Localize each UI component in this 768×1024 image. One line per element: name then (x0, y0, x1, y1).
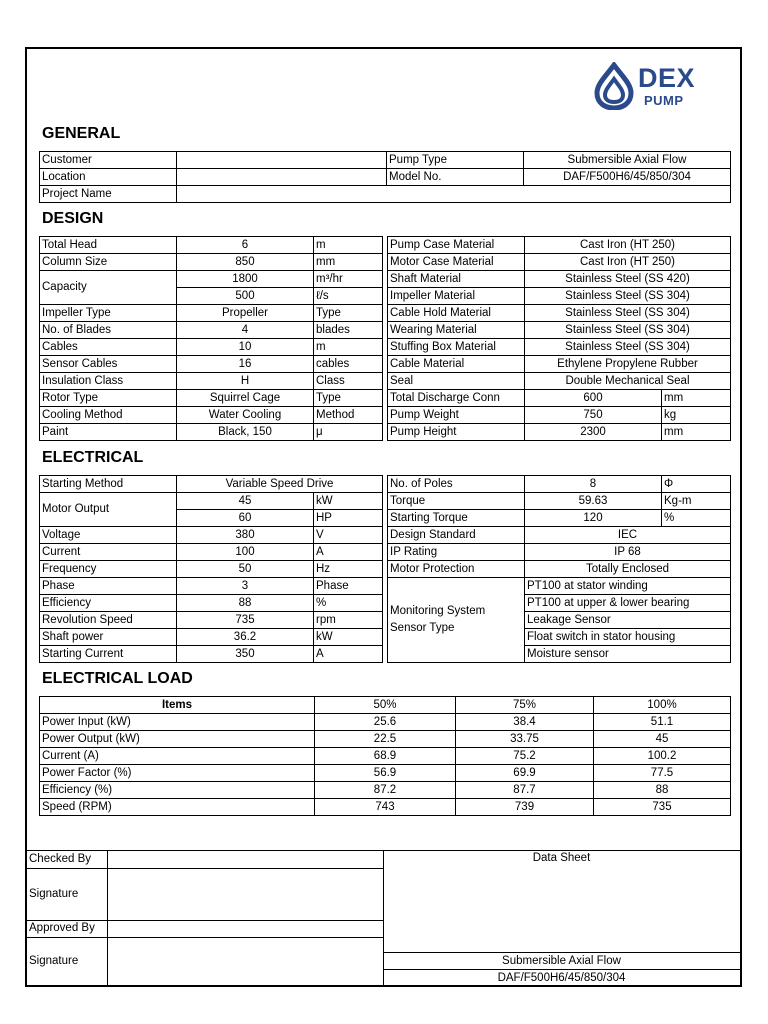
signature-field-2[interactable] (107, 937, 383, 986)
design-value: Black, 150 (177, 424, 314, 441)
design-label: Motor Case Material (388, 254, 525, 271)
load-header: 50% (315, 697, 456, 714)
table-row (388, 510, 731, 527)
design-label: Cooling Method (40, 407, 177, 424)
design-label: Shaft Material (388, 271, 525, 288)
design-label: Cable Material (388, 356, 525, 373)
design-label: Wearing Material (388, 322, 525, 339)
load-value: 735 (594, 799, 731, 816)
electrical-right-table (387, 475, 731, 663)
elec-value: 60 (177, 510, 314, 527)
location-label: Location (40, 169, 177, 186)
design-title: DESIGN (42, 210, 104, 227)
elec-value: 59.63 (525, 493, 662, 510)
design-value: Cast Iron (HT 250) (525, 237, 731, 254)
customer-value (177, 152, 387, 169)
electrical-load-table (39, 696, 731, 816)
table-row (40, 373, 383, 390)
design-value: 6 (177, 237, 314, 254)
checked-by-field[interactable] (107, 851, 383, 868)
design-unit: ℓ/s (314, 288, 383, 305)
table-row (40, 390, 383, 407)
design-value: Stainless Steel (SS 304) (525, 322, 731, 339)
table-row (40, 748, 731, 765)
model-label: Model No. (387, 169, 524, 186)
elec-unit: rpm (314, 612, 383, 629)
customer-label: Customer (40, 152, 177, 169)
design-value: 1800 (177, 271, 314, 288)
table-row (388, 237, 731, 254)
design-value: H (177, 373, 314, 390)
design-unit: m (314, 339, 383, 356)
design-label: Insulation Class (40, 373, 177, 390)
elec-value: 380 (177, 527, 314, 544)
table-row (40, 714, 731, 731)
signature-label: Signature (27, 868, 107, 920)
load-value: 77.5 (594, 765, 731, 782)
load-value: 45 (594, 731, 731, 748)
load-value: 56.9 (315, 765, 456, 782)
elec-label: Efficiency (40, 595, 177, 612)
design-value: 4 (177, 322, 314, 339)
table-row (388, 373, 731, 390)
load-header: Items (40, 697, 315, 714)
elec-unit: A (314, 544, 383, 561)
table-row (40, 356, 383, 373)
load-value: 22.5 (315, 731, 456, 748)
elec-unit: % (662, 510, 731, 527)
table-row (388, 407, 731, 424)
load-value: 33.75 (456, 731, 594, 748)
elec-value: 3 (177, 578, 314, 595)
table-row (388, 527, 731, 544)
approved-by-field[interactable] (107, 920, 383, 937)
logo-brand-text: DEX (638, 63, 696, 93)
design-value: Squirrel Cage (177, 390, 314, 407)
model-value: DAF/F500H6/45/850/304 (524, 169, 731, 186)
design-unit: mm (662, 390, 731, 407)
elec-unit: A (314, 646, 383, 663)
drop-logo-icon (592, 62, 636, 110)
design-unit: Type (314, 305, 383, 322)
load-value: 88 (594, 782, 731, 799)
table-row (388, 390, 731, 407)
table-row (388, 339, 731, 356)
load-item: Power Factor (%) (40, 765, 315, 782)
data-sheet-title: Data Sheet (532, 852, 591, 864)
load-value: 69.9 (456, 765, 594, 782)
design-label: Stuffing Box Material (388, 339, 525, 356)
elec-label: Starting Method (40, 476, 177, 493)
load-item: Power Input (kW) (40, 714, 315, 731)
elec-value: 36.2 (177, 629, 314, 646)
load-value: 38.4 (456, 714, 594, 731)
elec-unit: V (314, 527, 383, 544)
table-row (40, 799, 731, 816)
elec-value: 45 (177, 493, 314, 510)
design-label: Pump Weight (388, 407, 525, 424)
table-row (40, 765, 731, 782)
table-row (40, 476, 383, 493)
approved-by-label: Approved By (27, 920, 107, 937)
table-row (40, 407, 383, 424)
general-table (39, 151, 731, 203)
design-value: Stainless Steel (SS 304) (525, 305, 731, 322)
monitoring-system-label (388, 578, 525, 663)
table-row (40, 237, 383, 254)
elec-label: Revolution Speed (40, 612, 177, 629)
elec-label: Voltage (40, 527, 177, 544)
load-value: 87.7 (456, 782, 594, 799)
project-value (177, 186, 731, 203)
design-unit: cables (314, 356, 383, 373)
table-row (40, 527, 383, 544)
design-value: 500 (177, 288, 314, 305)
table-row (388, 493, 731, 510)
design-label: Cable Hold Material (388, 305, 525, 322)
elec-value: IEC (525, 527, 731, 544)
load-value: 739 (456, 799, 594, 816)
table-row (40, 544, 383, 561)
design-label: No. of Blades (40, 322, 177, 339)
pump-type-value: Submersible Axial Flow (524, 152, 731, 169)
load-header: 75% (456, 697, 594, 714)
elec-label: Motor Output (40, 493, 177, 527)
table-row (40, 322, 383, 339)
design-right-table (387, 236, 731, 441)
elec-unit: Phase (314, 578, 383, 595)
approval-footer (27, 850, 740, 985)
monitoring-label-line2: Sensor Type (390, 622, 455, 634)
data-sheet-product: Submersible Axial Flow (383, 952, 740, 969)
elec-label: Frequency (40, 561, 177, 578)
sensor-item: PT100 at upper & lower bearing (525, 595, 731, 612)
electrical-load-title: ELECTRICAL LOAD (42, 670, 193, 687)
table-row (388, 254, 731, 271)
elec-value: Totally Enclosed (525, 561, 731, 578)
design-label: Pump Case Material (388, 237, 525, 254)
table-row (388, 356, 731, 373)
load-value: 25.6 (315, 714, 456, 731)
design-unit: kg (662, 407, 731, 424)
design-value: Stainless Steel (SS 420) (525, 271, 731, 288)
design-label: Impeller Material (388, 288, 525, 305)
sensor-item: Float switch in stator housing (525, 629, 731, 646)
table-row (388, 561, 731, 578)
load-item: Speed (RPM) (40, 799, 315, 816)
design-label: Total Discharge Conn (388, 390, 525, 407)
table-row (40, 612, 383, 629)
dex-pump-logo (590, 62, 730, 112)
design-label: Sensor Cables (40, 356, 177, 373)
design-label: Impeller Type (40, 305, 177, 322)
load-value: 87.2 (315, 782, 456, 799)
design-unit: Method (314, 407, 383, 424)
sensor-item: PT100 at stator winding (525, 578, 731, 595)
design-unit: Class (314, 373, 383, 390)
design-label: Capacity (40, 271, 177, 305)
elec-value: 88 (177, 595, 314, 612)
signature-field[interactable] (107, 868, 383, 920)
load-header: 100% (594, 697, 731, 714)
elec-value: 8 (525, 476, 662, 493)
table-row (388, 305, 731, 322)
load-value: 75.2 (456, 748, 594, 765)
elec-label: Phase (40, 578, 177, 595)
table-row (40, 493, 383, 510)
elec-label: Shaft power (40, 629, 177, 646)
design-value: 10 (177, 339, 314, 356)
elec-value: 120 (525, 510, 662, 527)
table-row (388, 271, 731, 288)
design-unit: mm (314, 254, 383, 271)
table-row (40, 254, 383, 271)
design-label: Column Size (40, 254, 177, 271)
design-value: Stainless Steel (SS 304) (525, 288, 731, 305)
elec-value: 350 (177, 646, 314, 663)
table-row (388, 288, 731, 305)
elec-value: 100 (177, 544, 314, 561)
design-unit: μ (314, 424, 383, 441)
elec-value: 50 (177, 561, 314, 578)
load-item: Current (A) (40, 748, 315, 765)
design-value: 600 (525, 390, 662, 407)
design-left-table (39, 236, 383, 441)
elec-unit: kW (314, 629, 383, 646)
design-value: 850 (177, 254, 314, 271)
logo-sub-text: PUMP (644, 93, 684, 108)
sensor-item: Moisture sensor (525, 646, 731, 663)
design-unit: mm (662, 424, 731, 441)
design-label: Rotor Type (40, 390, 177, 407)
table-row (40, 339, 383, 356)
design-label: Paint (40, 424, 177, 441)
elec-value: 735 (177, 612, 314, 629)
table-row (388, 424, 731, 441)
load-item: Efficiency (%) (40, 782, 315, 799)
table-row (40, 561, 383, 578)
table-row (40, 731, 731, 748)
general-title: GENERAL (42, 125, 121, 142)
table-row (40, 629, 383, 646)
design-value: Stainless Steel (SS 304) (525, 339, 731, 356)
sensor-item: Leakage Sensor (525, 612, 731, 629)
design-label: Cables (40, 339, 177, 356)
project-label: Project Name (40, 186, 177, 203)
elec-label: Starting Torque (388, 510, 525, 527)
monitoring-label-line1: Monitoring System (390, 605, 486, 617)
elec-label: IP Rating (388, 544, 525, 561)
design-value: Propeller (177, 305, 314, 322)
data-sheet-model: DAF/F500H6/45/850/304 (383, 969, 740, 986)
approval-table (27, 851, 384, 986)
pump-type-label: Pump Type (387, 152, 524, 169)
design-value: Ethylene Propylene Rubber (525, 356, 731, 373)
elec-value: IP 68 (525, 544, 731, 561)
load-value: 743 (315, 799, 456, 816)
design-label: Seal (388, 373, 525, 390)
location-value (177, 169, 387, 186)
table-row (388, 544, 731, 561)
elec-label: Current (40, 544, 177, 561)
checked-by-label: Checked By (27, 851, 107, 868)
load-value: 51.1 (594, 714, 731, 731)
elec-unit: HP (314, 510, 383, 527)
table-row (388, 578, 731, 595)
design-value: Water Cooling (177, 407, 314, 424)
design-label: Total Head (40, 237, 177, 254)
elec-label: No. of Poles (388, 476, 525, 493)
elec-unit: kW (314, 493, 383, 510)
elec-unit: Kg-m (662, 493, 731, 510)
elec-label: Torque (388, 493, 525, 510)
table-row (40, 424, 383, 441)
elec-value: Variable Speed Drive (177, 476, 383, 493)
elec-unit: Φ (662, 476, 731, 493)
table-row (40, 271, 383, 288)
table-row (388, 476, 731, 493)
table-row (388, 322, 731, 339)
elec-unit: Hz (314, 561, 383, 578)
design-value: 750 (525, 407, 662, 424)
design-unit: blades (314, 322, 383, 339)
electrical-left-table (39, 475, 383, 663)
table-row (40, 782, 731, 799)
load-item: Power Output (kW) (40, 731, 315, 748)
elec-unit: % (314, 595, 383, 612)
electrical-title: ELECTRICAL (42, 449, 144, 466)
design-value: Cast Iron (HT 250) (525, 254, 731, 271)
design-value: Double Mechanical Seal (525, 373, 731, 390)
signature-label-2: Signature (27, 937, 107, 986)
design-value: 16 (177, 356, 314, 373)
data-sheet-block (383, 851, 740, 986)
design-unit: m (314, 237, 383, 254)
load-value: 100.2 (594, 748, 731, 765)
load-value: 68.9 (315, 748, 456, 765)
design-unit: m³/hr (314, 271, 383, 288)
elec-label: Motor Protection (388, 561, 525, 578)
table-row (40, 646, 383, 663)
table-row (40, 578, 383, 595)
table-row (40, 305, 383, 322)
design-label: Pump Height (388, 424, 525, 441)
table-row (40, 595, 383, 612)
table-header-row (40, 697, 731, 714)
elec-label: Starting Current (40, 646, 177, 663)
design-unit: Type (314, 390, 383, 407)
elec-label: Design Standard (388, 527, 525, 544)
design-value: 2300 (525, 424, 662, 441)
